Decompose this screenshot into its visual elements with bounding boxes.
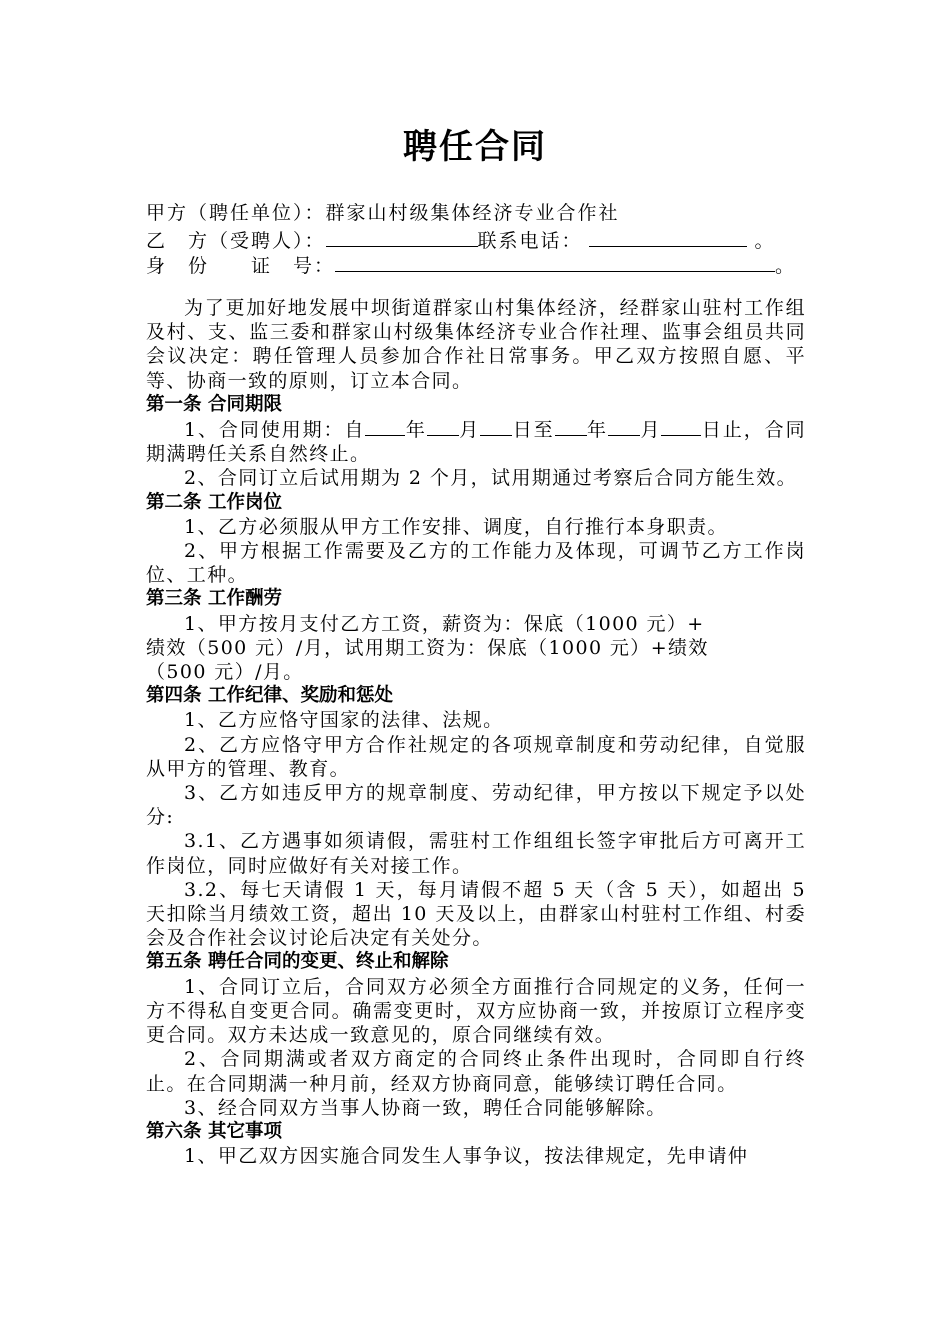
section-4-clause-3: 3、乙方如违反甲方的规章制度、劳动纪律，甲方按以下规定予以处分:	[146, 782, 806, 829]
id-label: 身 份 证 号：	[146, 255, 336, 277]
section-1-clause-2: 2、合同订立后试用期为 2 个月，试用期通过考察后合同方能生效。	[184, 467, 798, 490]
start-month-blank[interactable]	[427, 417, 459, 436]
section-5-clause-1: 1、合同订立后，合同双方必须全方面推行合同规定的义务，任何一方不得私自变更合同。确需变更时，双方应协商一致，并按原订立程序变更合同。双方未达成一致意见的，原合同继续有效。	[146, 975, 806, 1047]
clause-text: 1、合同使用期：自	[184, 419, 366, 442]
section-5-clause-2: 2、合同期满或者双方商定的合同终止条件出现时，合同即自行终止。在合同期满一种月前，经双方协商同意，能够续订聘任合同。	[146, 1048, 806, 1095]
party-b-line	[146, 228, 776, 253]
section-2-clause-1: 1、乙方必须服从甲方工作安排、调度，自行推行本身职责。	[184, 515, 728, 538]
section-4-clause-3-2: 3.2、每七天请假 1 天，每月请假不超 5 天（含 5 天），如超出 5 天扣除当月绩效工资，超出 10 天及以上，由群家山村驻村工作组、村委会及合作社会议讨论后决定有关处分。	[146, 878, 806, 950]
section-3-heading: 第三条 工作酬劳	[146, 588, 282, 610]
phone-blank[interactable]	[589, 228, 747, 247]
month-label: 月	[639, 419, 662, 442]
clause-text: 日止，合同期满聘任关系自然终止。	[146, 419, 806, 466]
section-1-clause-1	[146, 417, 806, 466]
party-a-label: 甲方（聘任单位）：	[146, 202, 326, 224]
section-6-clause-1: 1、甲乙双方因实施合同发生人事争议，按法律规定，先申请仲	[184, 1145, 749, 1168]
day-to-label: 日至	[512, 419, 555, 442]
section-4-clause-2: 2、乙方应恪守甲方合作社规定的各项规章制度和劳动纪律，自觉服从甲方的管理、教育。	[146, 733, 806, 780]
section-2-heading: 第二条 工作岗位	[146, 491, 282, 513]
start-year-blank[interactable]	[365, 417, 405, 436]
section-2-clause-2: 2、甲方根据工作需要及乙方的工作能力及体现，可调节乙方工作岗位、工种。	[146, 540, 806, 587]
id-line	[146, 253, 796, 278]
party-b-label: 乙 方（受聘人）：	[146, 230, 326, 252]
section-3-clause-1-cont: 绩效（500 元）/月，试用期工资为：保底（1000 元）+绩效	[146, 636, 709, 659]
section-4-clause-3-1: 3.1、乙方遇事如须请假，需驻村工作组组长签字审批后方可离开工作岗位，同时应做好有关对接工作。	[146, 830, 806, 877]
section-6-heading: 第六条 其它事项	[146, 1120, 282, 1142]
month-label: 月	[458, 419, 481, 442]
contract-body	[146, 296, 806, 1168]
section-4-heading: 第四条 工作纪律、奖励和惩处	[146, 685, 393, 707]
section-3-clause-1-end: （500 元）/月。	[146, 661, 304, 684]
party-b-name-blank[interactable]	[326, 228, 478, 247]
section-5-heading: 第五条 聘任合同的变更、终止和解除	[146, 951, 449, 973]
section-1-heading: 第一条 合同期限	[146, 393, 282, 415]
year-label: 年	[586, 419, 608, 442]
end-month-blank[interactable]	[608, 417, 640, 436]
year-label: 年	[405, 419, 427, 442]
id-number-blank[interactable]	[335, 253, 775, 272]
phone-end: 。	[754, 230, 776, 252]
section-3-clause-1: 1、甲方按月支付乙方工资，薪资为：保底（1000 元）+	[184, 612, 705, 635]
party-a-line	[146, 201, 620, 225]
intro-paragraph: 为了更加好地发展中坝街道群家山村集体经济，经群家山驻村工作组及村、支、监三委和群家山村级集体经济专业合作社理、监事会组员共同会议决定：聘任管理人员参加合作社日常事务。甲乙双方按照自愿、平等、协商一致的原则，订立本合同。	[146, 297, 806, 392]
id-end: 。	[775, 255, 797, 277]
start-day-blank[interactable]	[480, 417, 512, 436]
page-title: 聘任合同	[403, 127, 547, 167]
end-year-blank[interactable]	[555, 417, 587, 436]
phone-label: 联系电话：	[477, 230, 583, 252]
section-4-clause-1: 1、乙方应恪守国家的法律、法规。	[184, 709, 504, 732]
party-a-value: 群家山村级集体经济专业合作社	[325, 202, 620, 224]
end-day-blank[interactable]	[661, 417, 701, 436]
section-5-clause-3: 3、经合同双方当事人协商一致，聘任合同能够解除。	[184, 1096, 667, 1119]
